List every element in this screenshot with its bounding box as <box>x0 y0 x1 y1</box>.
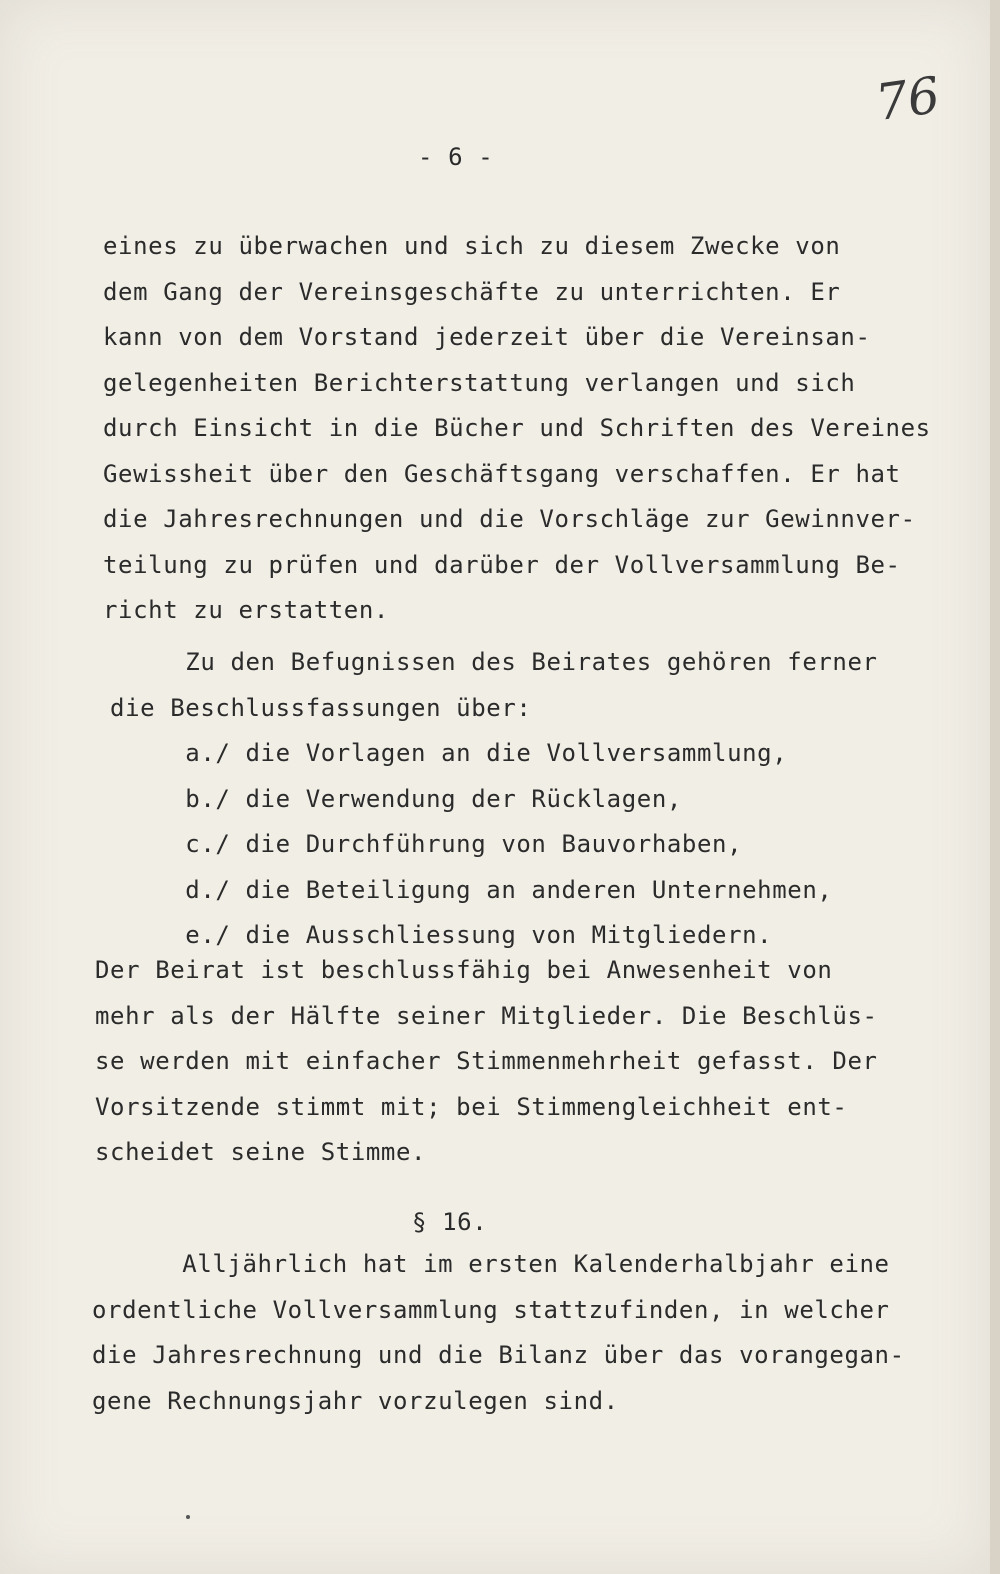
handwritten-archive-number: 76 <box>872 65 944 133</box>
page-number: - 6 - <box>418 143 494 171</box>
paragraph-annual-assembly: Alljährlich hat im ersten Kalenderhalbjahr eine ordentliche Vollversammlung stattzufinden, in welcher die Jahresrechnung und die Bilanz über das vorangegan- gene Rechnungsjahr vorzulegen sind. <box>92 1250 905 1415</box>
paper-speck <box>186 1515 190 1519</box>
page-edge <box>990 0 1000 1574</box>
section-heading: § 16. <box>412 1208 488 1236</box>
paragraph-beirat-quorum: Der Beirat ist beschlussfähig bei Anwesenheit von mehr als der Hälfte seiner Mitglieder. Die Beschlüs- se werden mit einfacher Stimmenmehrheit gefasst. Der Vorsitzende stimmt mit; bei Stimmengleichheit ent- scheidet seine Stimme. <box>95 956 878 1166</box>
paragraph-beirat-duties: eines zu überwachen und sich zu diesem Zwecke von dem Gang der Vereinsgeschäfte zu unterrichten. Er kann von dem Vorstand jederzeit über die Vereinsan- gelegenheiten Berichterstattung verlangen und sich durch Einsicht in die Bücher und Schriften des Vereines Gewissheit über den Geschäftsgang verschaffen. Er hat die Jahresrechnungen und die Vorschläge zur Gewinnver- teilung zu prüfen und darüber der Vollversammlung Be- richt zu erstatten. <box>103 232 931 624</box>
paragraph-beirat-powers-list: Zu den Befugnissen des Beirates gehören ferner die Beschlussfassungen über: a./ die Vorlagen an die Vollversammlung, b./ die Verwendung der Rücklagen, c./ die Durchführung von Bauvorhaben, d./ die Beteiligung an anderen Unternehmen, e./ die Ausschliessung von Mitgliedern. <box>110 648 878 949</box>
